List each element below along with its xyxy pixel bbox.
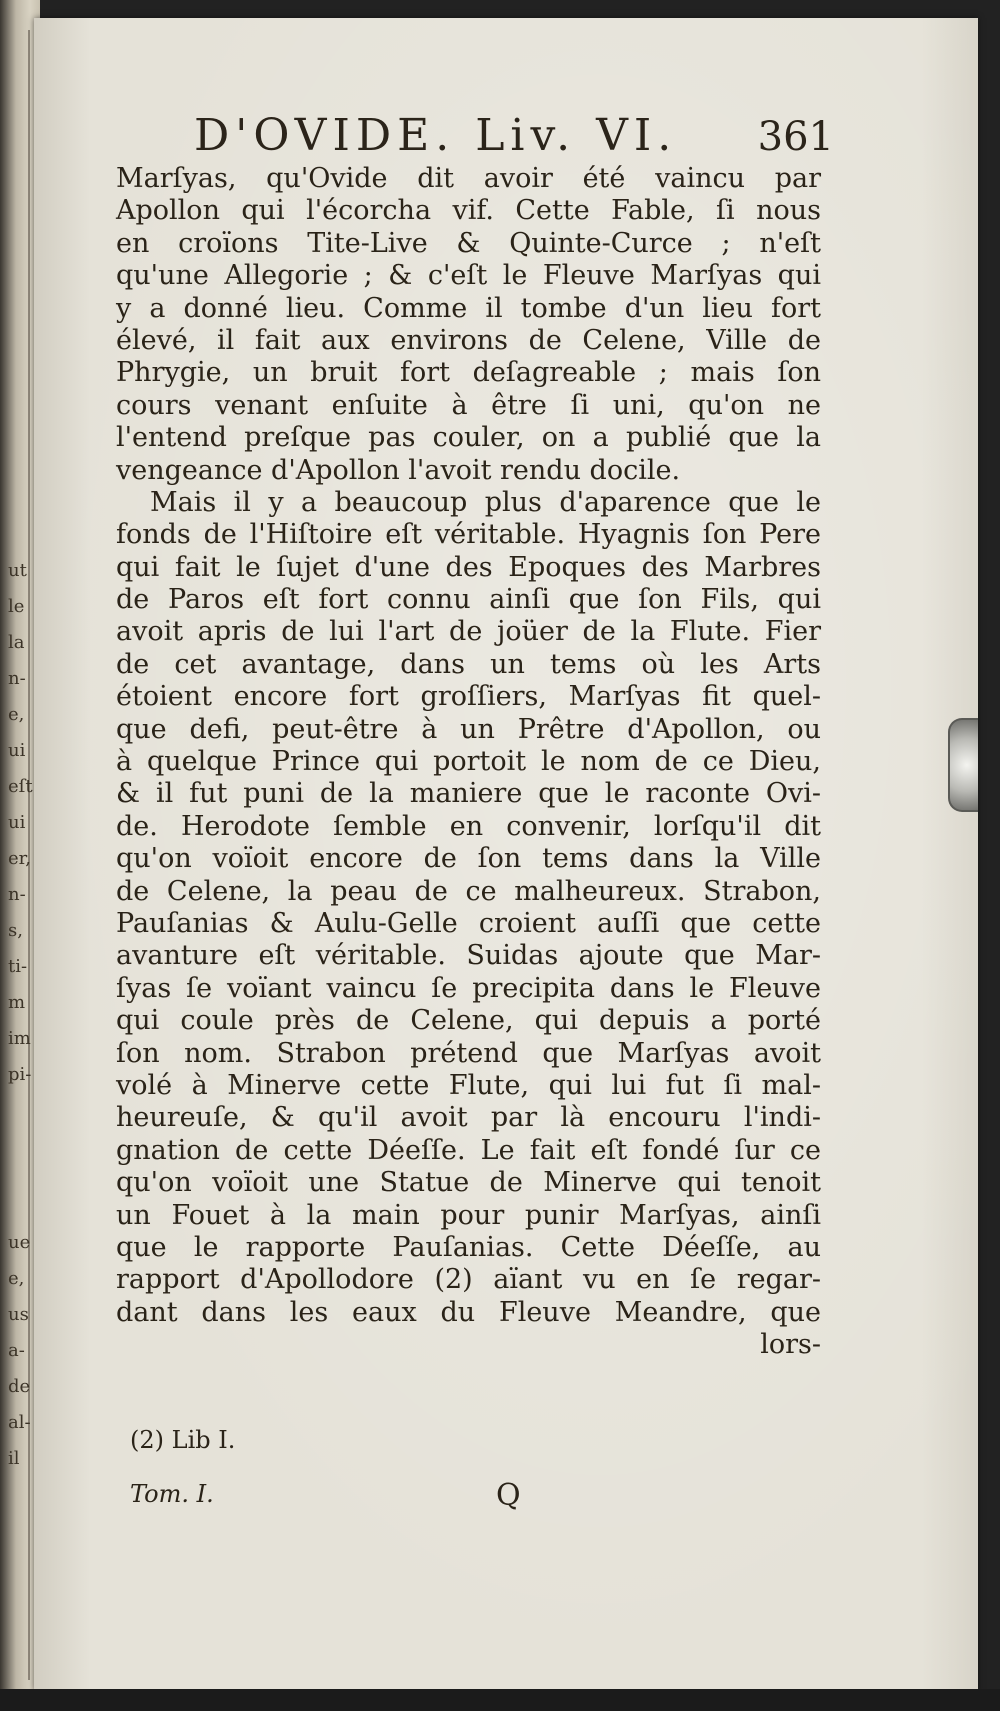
running-head-title: D'OVIDE. Liv. VI. [194,110,678,161]
facing-page-fragments [6,0,36,1711]
margin-fragment: m [8,992,26,1013]
gathering-signature: Q [496,1478,521,1513]
text-line: qui fait le ſujet d'une des Epoques des Marbres [116,551,821,583]
text-line: élevé, il fait aux environs de Celene, Ville de [116,324,821,356]
book-page [34,18,978,1690]
text-line: Mais il y a beaucoup plus d'aparence que le [150,486,821,518]
text-line: de. Herodote ſemble en convenir, lorſqu'il dit [116,810,821,842]
text-line: ſyas ſe voïant vaincu ſe precipita dans le Fleuve [116,972,821,1004]
text-line: ſon nom. Strabon prétend que Marſyas avoit [116,1037,821,1069]
text-line: & il fut puni de la maniere que le raconte Ovi- [116,778,821,810]
text-line: de Celene, la peau de ce malheureux. Strabon, [116,875,821,907]
text-line: un Fouet à la main pour punir Marſyas, ainſi [116,1199,821,1231]
scan-background [0,1689,1000,1711]
text-line: avoit apris de lui l'art de joüer de la Flute. Fier [116,616,821,648]
footnote: (2) Lib I. [130,1426,236,1454]
margin-fragment: n- [8,884,26,905]
margin-fragment: s, [8,920,23,941]
margin-fragment: a- [8,1340,25,1361]
text-line: étoient encore fort groſſiers, Marſyas fit quel- [116,681,821,713]
margin-fragment: de [8,1376,31,1397]
text-line: qu'une Allegorie ; & c'eſt le Fleuve Marſyas qui [116,260,821,292]
margin-fragment: al- [8,1412,31,1433]
margin-fragment: e, [8,1268,25,1289]
page-clip [948,718,978,812]
margin-fragment: e, [8,704,25,725]
text-line: l'entend preſque pas couler, on a publié que la [116,422,821,454]
text-line: qu'on voïoit une Statue de Minerve qui tenoit [116,1167,821,1199]
text-line: Pauſanias & Aulu-Gelle croient auſſi que cette [116,907,821,939]
text-line: volé à Minerve cette Flute, qui lui fut ſi mal- [116,1069,821,1101]
text-line: de Paros eſt fort connu ainſi que ſon Fils, qui [116,584,821,616]
text-line: que le rapporte Pauſanias. Cette Déeſſe, au [116,1231,821,1263]
running-head [194,110,834,166]
margin-fragment: n- [8,668,26,689]
margin-fragment: ui [8,812,26,833]
text-line: y a donné lieu. Comme il tombe d'un lieu fort [116,292,821,324]
text-line: dant dans les eaux du Fleuve Meandre, que [116,1296,821,1328]
margin-fragment: pi- [8,1064,32,1085]
text-line: rapport d'Apollodore (2) aïant vu en ſe regar- [116,1264,821,1296]
margin-fragment: ue [8,1232,31,1253]
text-line: en croïons Tite-Live & Quinte-Curce ; n'eſt [116,227,821,259]
text-line: qu'on voïoit encore de ſon tems dans la Ville [116,843,821,875]
text-line: cours venant enſuite à être ſi uni, qu'on ne [116,389,821,421]
text-line: vengeance d'Apollon l'avoit rendu docile. [116,454,681,486]
body-text [116,163,821,1361]
margin-fragment: im [8,1028,31,1049]
text-line: de cet avantage, dans un tems où les Arts [116,648,821,680]
margin-fragment: us [8,1304,29,1325]
margin-fragment: ui [8,740,26,761]
text-line: Marſyas, qu'Ovide dit avoir été vaincu par [116,163,821,194]
text-line: heureuſe, & qu'il avoit par là encouru l'indi- [116,1102,821,1134]
margin-fragment: le [8,596,25,617]
margin-fragment: eſt [8,776,33,797]
catchword: lors- [760,1329,821,1361]
text-line: Phrygie, un bruit fort deſagreable ; mais ſon [116,357,821,389]
text-line: qui coule près de Celene, qui depuis a porté [116,1005,821,1037]
margin-fragment: er, [8,848,32,869]
text-line: à quelque Prince qui portoit le nom de ce Dieu, [116,746,821,778]
text-line: gnation de cette Déeſſe. Le fait eſt fondé ſur ce [116,1134,821,1166]
margin-fragment: la [8,632,25,653]
text-line: avanture eſt véritable. Suidas ajoute que Mar- [116,940,821,972]
margin-fragment: ti- [8,956,28,977]
volume-signature: Tom. I. [130,1480,214,1508]
page-number: 361 [757,114,834,160]
text-line: que defi, peut-être à un Prêtre d'Apollon, ou [116,713,821,745]
margin-fragment: il [8,1448,20,1469]
margin-fragment: ut [8,560,27,581]
text-line: fonds de l'Hiſtoire eſt véritable. Hyagnis ſon Pere [116,519,821,551]
text-line: Apollon qui l'écorcha vif. Cette Fable, ſi nous [116,195,821,227]
